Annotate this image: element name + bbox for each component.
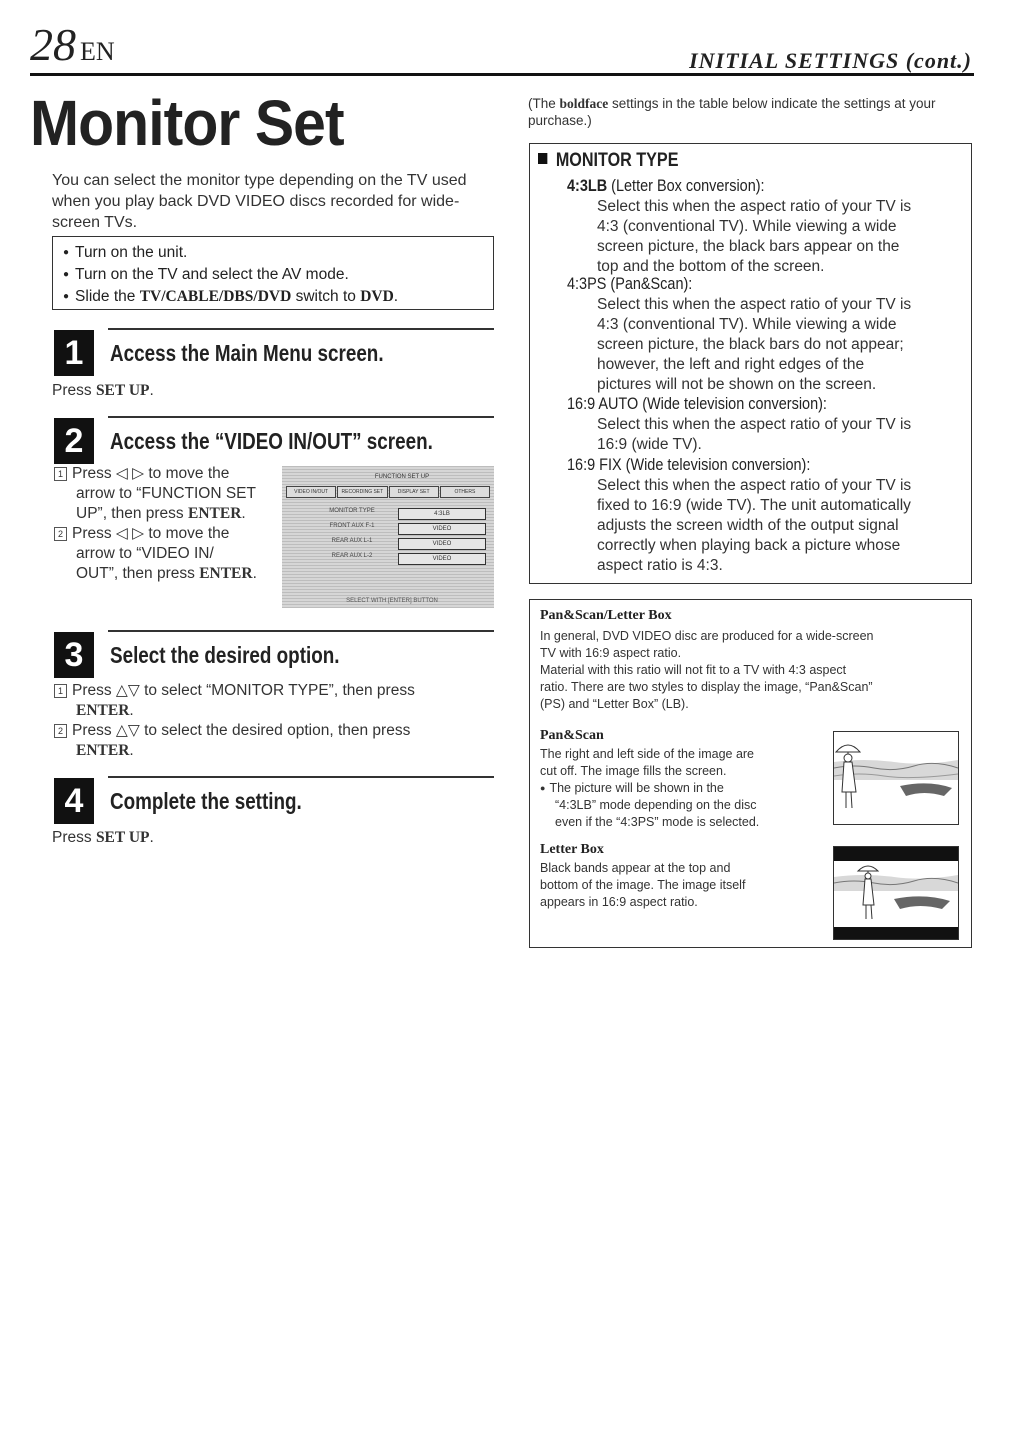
option-description: Select this when the aspect ratio of your TV is 4:3 (conventional TV). While viewing a wide screen picture, the black bars do not appear; however, the left and right edges of the pictures will not be shown on the screen. (597, 296, 912, 393)
panscan-subtitle: Pan&Scan (540, 728, 604, 743)
step-rule (108, 776, 494, 778)
step-rule (108, 416, 494, 418)
step-3-sub2: 2 Press △▽ to select the desired option, then press ENTER. (54, 721, 494, 761)
panscan-box-title: Pan&Scan/Letter Box (540, 608, 672, 623)
screen-footer: SELECT WITH [ENTER] BUTTON (346, 598, 438, 604)
step-rule (108, 630, 494, 632)
page-title: Monitor Set (30, 87, 344, 159)
screen-row: MONITOR TYPE 4:3LB (312, 508, 486, 520)
option-label: 4:3LB (Letter Box conversion): (567, 176, 765, 195)
step-3-sub1: 1 Press △▽ to select “MONITOR TYPE”, then press ENTER. (54, 681, 494, 721)
screen-heading: FUNCTION SET UP (374, 474, 430, 480)
prep-item: ● Slide the TV/CABLE/DBS/DVD switch to DVD. (63, 287, 483, 309)
prep-item: ● Turn on the TV and select the AV mode. (63, 265, 483, 287)
step-4-body: Press SET UP. (52, 829, 154, 846)
screen-tab: DISPLAY SET (389, 486, 439, 498)
screen-tab: VIDEO IN/OUT (286, 486, 336, 498)
step-2-title: Access the “VIDEO IN/OUT” screen. (110, 428, 433, 454)
screen-tab: OTHERS (440, 486, 490, 498)
panscan-illustration (833, 731, 959, 825)
beach-scene-icon (834, 847, 958, 939)
sub-number-2: 2 (54, 724, 67, 738)
screen-tab: RECORDING SET (337, 486, 387, 498)
beach-scene-icon (834, 732, 958, 824)
option-label: 16:9 FIX (Wide television conversion): (567, 455, 811, 474)
option-label: 16:9 AUTO (Wide television conversion): (567, 394, 827, 413)
letterbox-subtitle: Letter Box (540, 842, 604, 857)
step-1-body: Press SET UP. (52, 382, 154, 399)
step-1-title: Access the Main Menu screen. (110, 340, 384, 366)
step-number-1: 1 (54, 330, 94, 376)
function-setup-screen (282, 466, 494, 608)
option-label: 4:3PS (Pan&Scan): (567, 274, 693, 293)
step-2-sub2: 2 Press ◁ ▷ to move the arrow to “VIDEO IN/ OUT”, then press ENTER. (54, 524, 279, 584)
step-rule (108, 328, 494, 330)
option-description: Select this when the aspect ratio of your TV is 16:9 (wide TV). (597, 416, 912, 453)
step-number-3: 3 (54, 632, 94, 678)
monitor-type-heading: MONITOR TYPE (538, 150, 678, 172)
sub-number-1: 1 (54, 467, 67, 481)
option-description: Select this when the aspect ratio of your TV is fixed to 16:9 (wide TV). The unit automatically adjusts the screen width of the output signal correctly when playing back a picture whose aspect ratio is 4:3. (597, 477, 912, 574)
sub-number-1: 1 (54, 684, 67, 698)
prep-item: ● Turn on the unit. (63, 243, 483, 265)
option-description: Select this when the aspect ratio of your TV is 4:3 (conventional TV). While viewing a wide screen picture, the black bars appear on the top and the bottom of the screen. (597, 198, 912, 275)
screen-row: REAR AUX L-2 VIDEO (312, 553, 486, 565)
screen-row: FRONT AUX F-1 VIDEO (312, 523, 486, 535)
page-number: 28 EN (30, 19, 115, 70)
preparation-box (52, 236, 494, 310)
screen-row: REAR AUX L-1 VIDEO (312, 538, 486, 550)
step-number-2: 2 (54, 418, 94, 464)
step-number-4: 4 (54, 778, 94, 824)
header-rule (30, 73, 974, 76)
letterbox-illustration (833, 846, 959, 940)
panscan-box-text: In general, DVD VIDEO disc are produced for a wide-screen TV with 16:9 aspect ratio. Material with this ratio will not fit to a TV with 4:3 aspect ratio. There are two styles to display the image, “Pan&Scan” (PS) and “Letter Box” (LB). (540, 629, 874, 711)
step-4-title: Complete the setting. (110, 788, 302, 814)
sub-number-2: 2 (54, 527, 67, 541)
step-2-sub1: 1 Press ◁ ▷ to move the arrow to “FUNCTION SET UP”, then press ENTER. (54, 464, 279, 524)
letterbox-text: Black bands appear at the top and bottom of the image. The image itself appears in 16:9 aspect ratio. (540, 861, 746, 909)
boldface-note: (The boldface settings in the table below indicate the settings at your purchase.) (528, 96, 936, 128)
panscan-text: The right and left side of the image are cut off. The image fills the screen. ● The picture will be shown in the “4:3LB” mode depending on the disc even if the “4:3PS” mode is selected. (540, 747, 760, 829)
language-code: EN (80, 37, 115, 66)
screen-tabs (286, 486, 490, 498)
intro-text: You can select the monitor type depending on the TV used when you play back DVD VIDEO discs recorded for wide-screen TVs. (52, 172, 467, 231)
section-title: INITIAL SETTINGS (cont.) (689, 48, 972, 73)
step-3-title: Select the desired option. (110, 642, 340, 668)
